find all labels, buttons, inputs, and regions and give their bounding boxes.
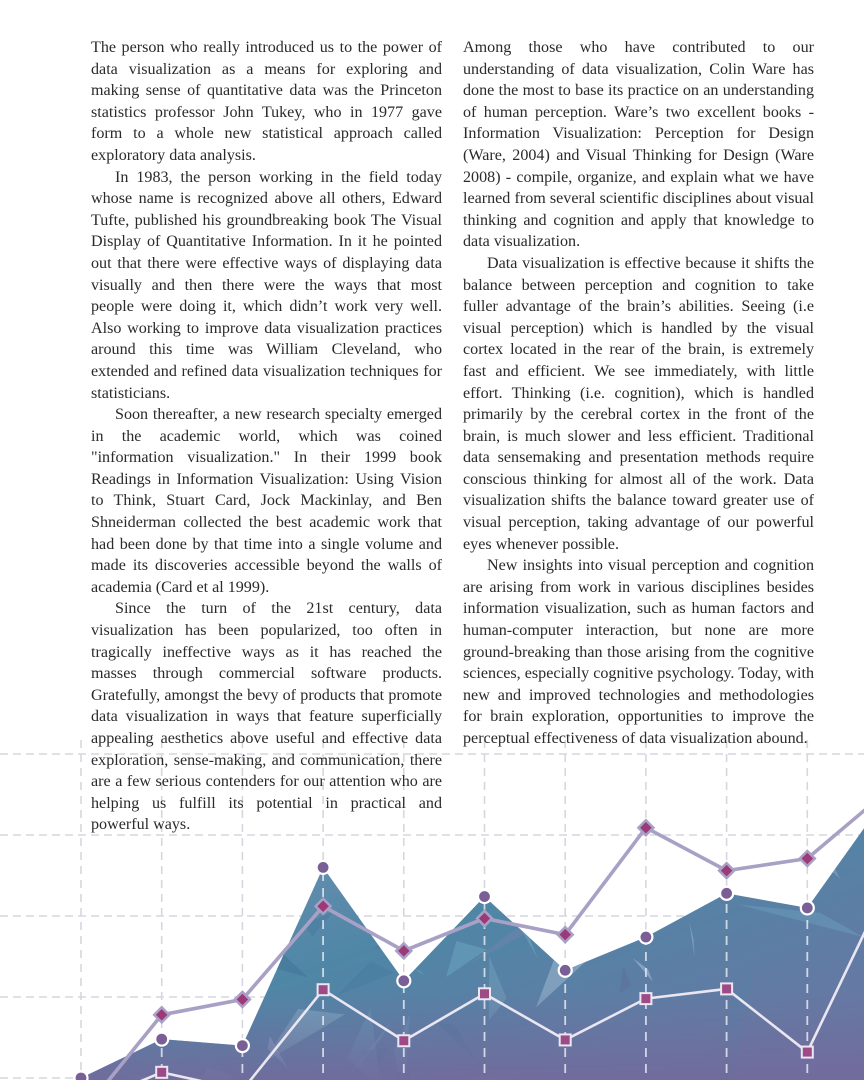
circle-point	[317, 861, 330, 874]
circle-point	[720, 887, 733, 900]
circle-point	[801, 901, 814, 914]
area-facet	[522, 849, 598, 945]
area-facet	[154, 955, 173, 998]
square-point	[398, 1035, 409, 1046]
area-facet	[85, 936, 104, 1006]
area-facet	[21, 877, 62, 894]
area-facet	[532, 899, 587, 924]
circle-point	[75, 1072, 88, 1080]
paragraph: The person who really introduced us to the power of data visualization as a means for exploring and making sense of quantitative data was the Princeton statistics professor John Tukey, who in 1977 gave form to a whole new statistical approach called exploratory data analysis.	[91, 39, 442, 164]
area-facet	[0, 929, 101, 968]
square-point	[479, 988, 490, 999]
area-facet	[469, 825, 556, 874]
circle-point	[236, 1039, 249, 1052]
area-facet	[87, 959, 93, 981]
square-point	[156, 1067, 167, 1078]
area-facet	[368, 887, 435, 900]
area-facet	[534, 861, 536, 901]
circle-point	[478, 890, 491, 903]
circle-point	[639, 931, 652, 944]
paragraph: New insights into visual perception and cognition are arising from work in various disciplines besides information visualization, such as human factors and human-computer interaction, but none are more ground-breaking than those arising from the cognitive sciences, especially cognitive psychology. Today, with new and improved technologies and methodologies for brain exploration, opportunities to improve the perceptual effectiveness of data visualization abound.	[463, 557, 814, 747]
area-facet	[3, 939, 76, 985]
area-facet	[147, 910, 174, 927]
square-point	[802, 1047, 813, 1058]
diamond-point	[396, 943, 411, 958]
paragraph: Since the turn of the 21st century, data visualization has been popularized, too often in tragically ineffective ways as it has reached the masses through commercial software products. Gratefully, amongst the bevy of products that promote data visualization in ways that feature superficially appealing aesthetics above useful and effective data exploration, sense-making, and communication, there are a few serious contenders for our attention who are helping us fulfill its potential in practical and powerful ways.	[91, 600, 442, 834]
circle-point	[559, 964, 572, 977]
area-facet	[229, 925, 239, 966]
article-left-column	[91, 37, 442, 836]
paragraph: Soon thereafter, a new research specialty emerged in the academic world, which was coined "information visualization." In their 1999 book Readings in Information Visualization: Using Vision to Think, Stuart Card, Jock Mackinlay, and Ben Shneiderman collected the best academic work that had been done by that time into a single volume and made its discoveries accessible beyond the walls of academia (Card et al 1999).	[91, 406, 442, 596]
area-facet	[144, 841, 224, 884]
area-facet	[649, 873, 683, 884]
square-point	[640, 993, 651, 1004]
square-point	[318, 984, 329, 995]
area-facet	[61, 1015, 110, 1032]
circle-point	[397, 974, 410, 987]
article-right-column	[463, 37, 814, 750]
circle-point	[155, 1033, 168, 1046]
area-facet	[90, 870, 141, 912]
area-facet	[372, 900, 402, 929]
area-facet	[0, 990, 864, 1080]
paragraph: In 1983, the person working in the field today whose name is recognized above all others, Edward Tufte, published his groundbreaking book The Visual Display of Quantitative Information. In it he pointed out that there were effective ways of displaying data visually and then there were the ways that most people were doing it, which didn’t work very well. Also working to improve data visualization practices around this time was William Cleveland, who extended and refined data visualization techniques for statisticians.	[91, 168, 442, 402]
area-facet	[385, 856, 401, 908]
area-facet	[458, 826, 483, 879]
area-facet	[49, 892, 70, 904]
paragraph: Data visualization is effective because it shifts the balance between perception and cognition to take fuller advantage of the brain’s abilities. Seeing (i.e visual perception) which is handled by the visual cortex located in the rear of the brain, is extremely fast and efficient. We see immediately, with little effort. Thinking (i.e. cognition), which is handled primarily by the cerebral cortex in the front of the brain, is much slower and less efficient. Traditional data sensemaking and presentation methods require conscious thinking for almost all of the work. Data visualization shifts the balance toward greater use of visual perception, taking advantage of our powerful eyes whenever possible.	[463, 254, 814, 553]
area-facet	[52, 870, 75, 878]
paragraph: Among those who have contributed to our understanding of data visualization, Colin Ware has done the most to base its practice on an understanding of human perception. Ware’s two excellent books - Information Visualization: Perception for Design (Ware, 2004) and Visual Thinking for Design (Ware 2008) - compile, organize, and explain what we have learned from several scientific disciplines about visual thinking and cognition and apply that knowledge to data visualization.	[463, 39, 814, 251]
area-facet	[212, 931, 228, 978]
area-facet	[133, 849, 152, 879]
square-point	[560, 1034, 571, 1045]
area-facet	[51, 854, 72, 875]
square-point	[721, 983, 732, 994]
area-facet	[44, 927, 89, 949]
area-facet	[38, 924, 92, 948]
diamond-point	[719, 863, 734, 878]
